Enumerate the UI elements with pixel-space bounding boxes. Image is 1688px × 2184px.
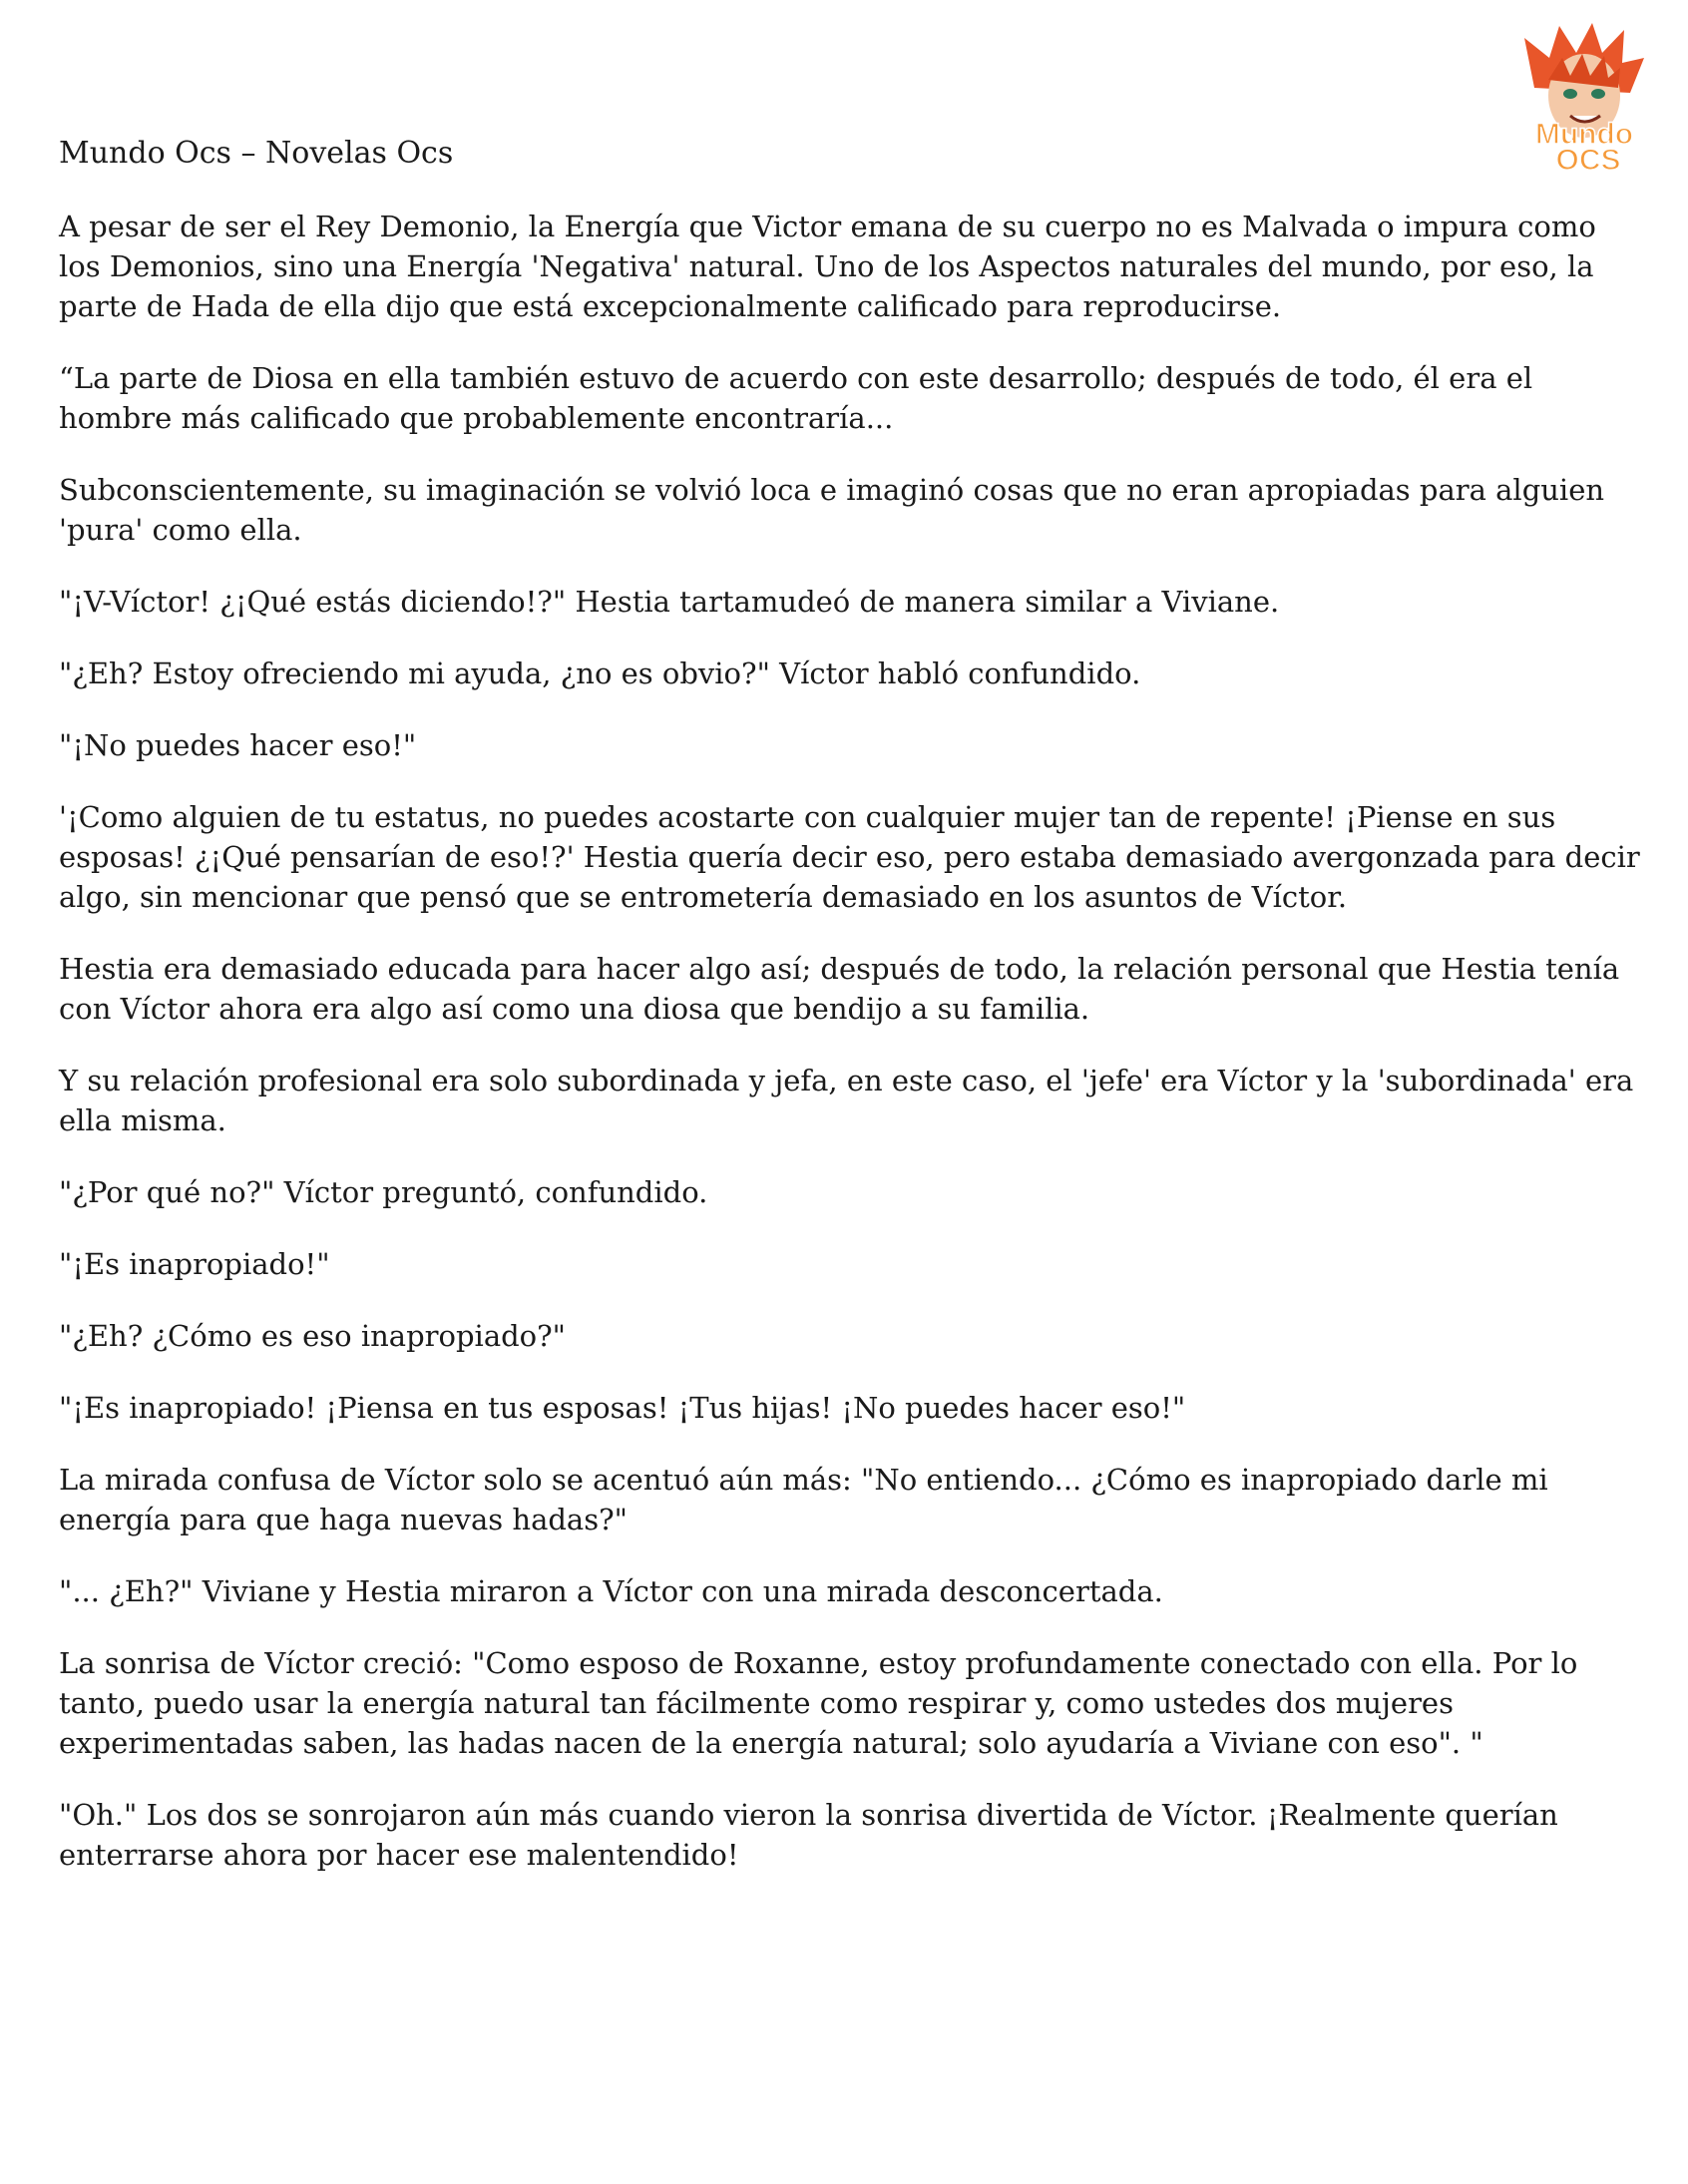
logo-eye-left [1563, 89, 1577, 99]
paragraph: "¡No puedes hacer eso!" [59, 728, 417, 762]
paragraph: “La parte de Diosa en ella también estuvo de acuerdo con este desarrollo; después de todo, él era el hombre más calificado que probablemente encontraría... [59, 361, 1533, 435]
page-header: Mundo Ocs – Novelas Ocs [59, 136, 454, 171]
paragraph: "¡Es inapropiado! ¡Piensa en tus esposas! ¡Tus hijas! ¡No puedes hacer eso!" [59, 1391, 1186, 1425]
paragraph: "¡Es inapropiado!" [59, 1247, 330, 1281]
paragraph: Y su relación profesional era solo subordinada y jefa, en este caso, el 'jefe' era Víctor y la 'subordinada' era ella misma. [59, 1064, 1634, 1137]
paragraph: "¿Eh? ¿Cómo es eso inapropiado?" [59, 1319, 567, 1353]
paragraph: "... ¿Eh?" Viviane y Hestia miraron a Víctor con una mirada desconcertada. [59, 1574, 1163, 1608]
paragraph: '¡Como alguien de tu estatus, no puedes acostarte con cualquier mujer tan de repente! ¡Piense en sus esposas! ¿¡Qué pensarían de eso!?' Hestia quería decir eso, pero estaba demasiado avergonzada para decir algo, sin mencionar que pensó que se entrometería demasiado en los asuntos de Víctor. [59, 800, 1640, 914]
paragraph: La mirada confusa de Víctor solo se acentuó aún más: "No entiendo... ¿Cómo es inapropiado darle mi energía para que haga nuevas hadas?" [59, 1463, 1548, 1536]
logo-eye-right [1591, 89, 1605, 99]
paragraph: Hestia era demasiado educada para hacer algo así; después de todo, la relación personal que Hestia tenía con Víctor ahora era algo así como una diosa que bendijo a su familia. [59, 952, 1620, 1026]
paragraph: La sonrisa de Víctor creció: "Como esposo de Roxanne, estoy profundamente conectado con ella. Por lo tanto, puedo usar la energía natural tan fácilmente como respirar y, como ustedes dos mujeres experimentadas saben, las hadas nacen de la energía natural; solo ayudaría a Viviane con eso". " [59, 1646, 1578, 1760]
document-body [59, 207, 1645, 1907]
logo-text-mundo: Mundo [1534, 118, 1634, 151]
paragraph: A pesar de ser el Rey Demonio, la Energía que Victor emana de su cuerpo no es Malvada o impura como los Demonios, sino una Energía 'Negativa' natural. Uno de los Aspectos naturales del mundo, por eso, la parte de Hada de ella dijo que está excepcionalmente calificado para reproducirse. [59, 210, 1596, 323]
paragraph: Subconscientemente, su imaginación se volvió loca e imaginó cosas que no eran apropiadas para alguien 'pura' como ella. [59, 473, 1605, 547]
paragraph: "Oh." Los dos se sonrojaron aún más cuando vieron la sonrisa divertida de Víctor. ¡Realmente querían enterrarse ahora por hacer ese malentendido! [59, 1798, 1558, 1872]
logo-text-ocs: OCS [1555, 144, 1621, 177]
paragraph: "¡V-Víctor! ¿¡Qué estás diciendo!?" Hestia tartamudeó de manera similar a Viviane. [59, 585, 1280, 619]
paragraph: "¿Por qué no?" Víctor preguntó, confundido. [59, 1175, 708, 1209]
paragraph: "¿Eh? Estoy ofreciendo mi ayuda, ¿no es obvio?" Víctor habló confundido. [59, 656, 1141, 690]
mundo-ocs-logo [1504, 18, 1664, 178]
